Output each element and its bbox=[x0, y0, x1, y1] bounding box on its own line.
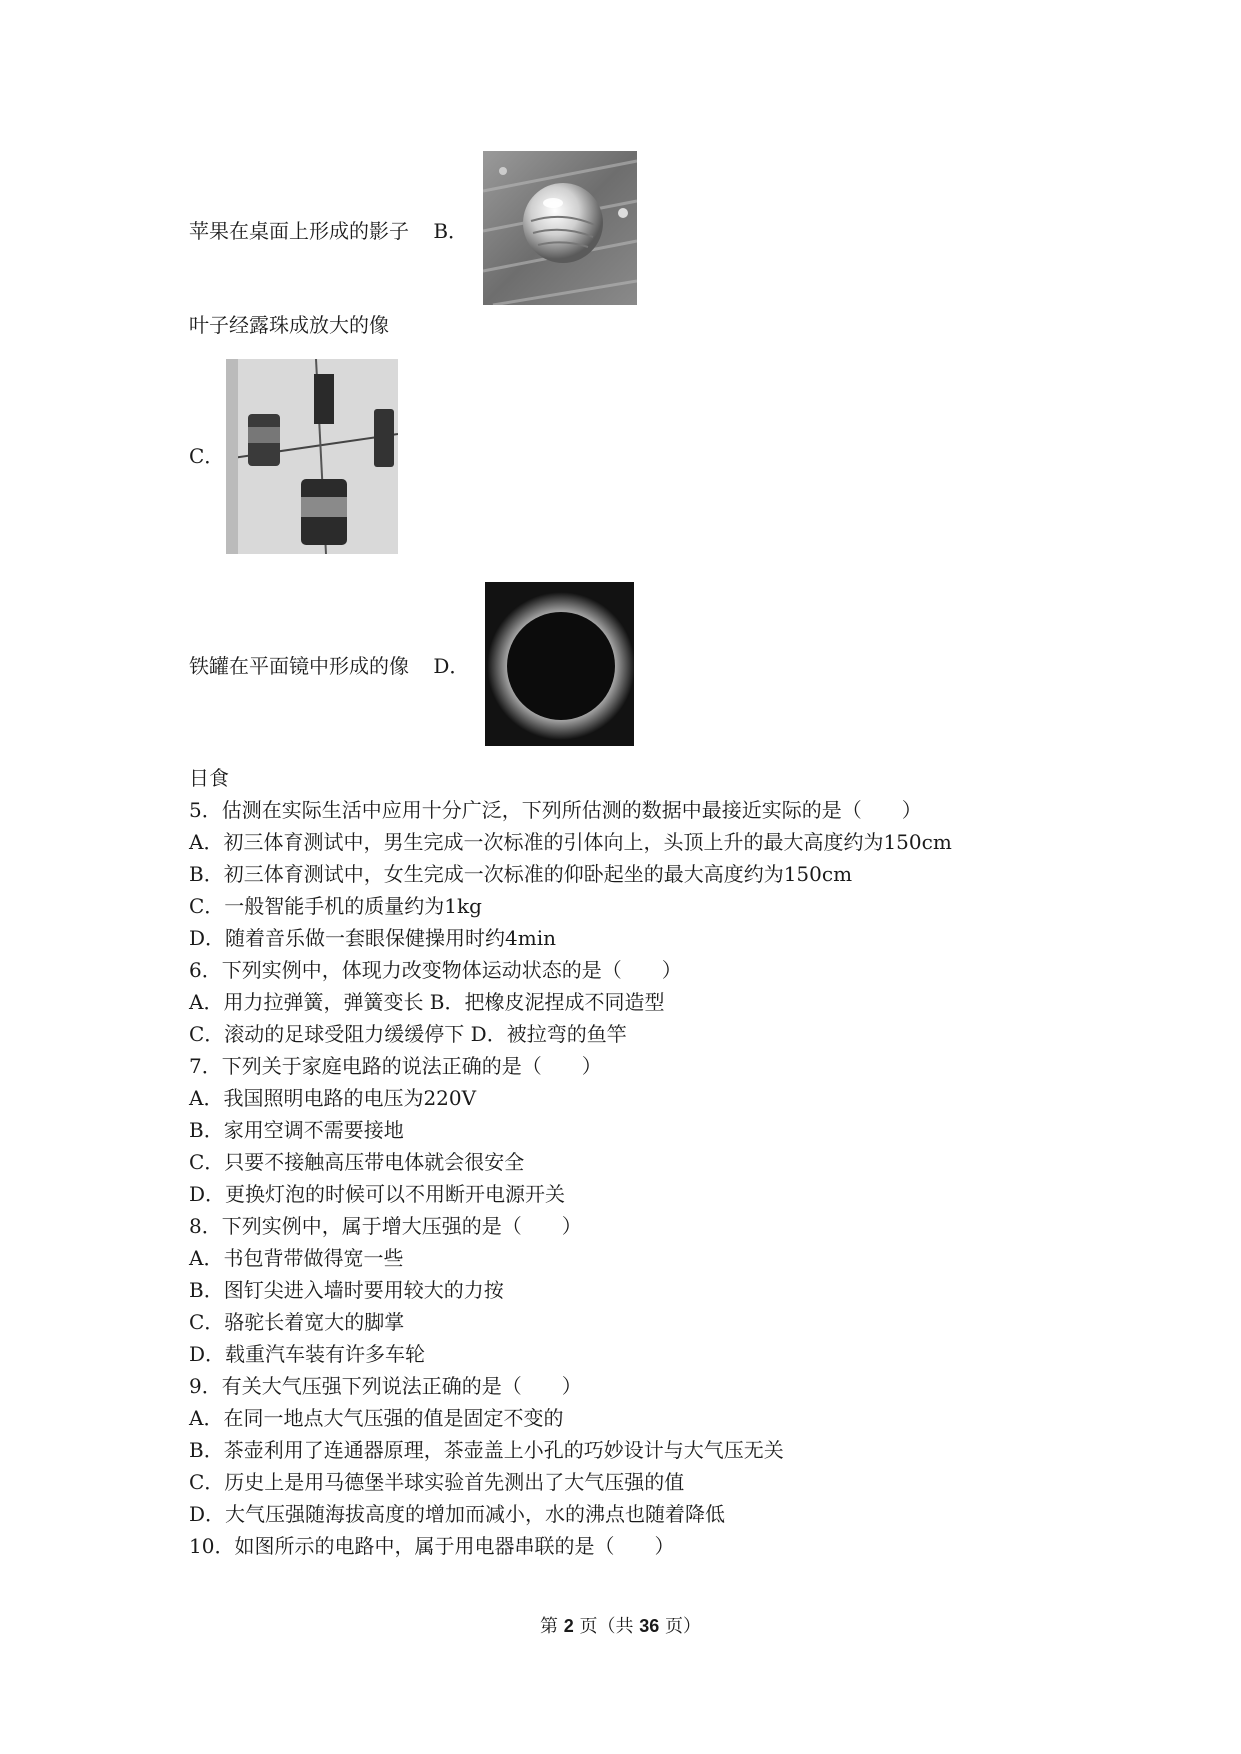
question-6-option-cd: C．滚动的足球受阻力缓缓停下 D．被拉弯的鱼竿 bbox=[189, 1022, 627, 1046]
question-5-option-b: B．初三体育测试中，女生完成一次标准的仰卧起坐的最大高度约为150cm bbox=[189, 862, 853, 886]
footer-page-number: 2 bbox=[563, 1616, 574, 1636]
option-b-label: B． bbox=[433, 219, 469, 243]
question-7-option-d: D．更换灯泡的时候可以不用断开电源开关 bbox=[189, 1182, 566, 1206]
option-a-text: 苹果在桌面上形成的影子 bbox=[189, 219, 409, 243]
question-5-stem: 5．估测在实际生活中应用十分广泛，下列所估测的数据中最接近实际的是（ ） bbox=[189, 798, 922, 822]
question-10-stem: 10．如图所示的电路中，属于用电器串联的是（ ） bbox=[189, 1534, 675, 1558]
question-6-option-ab: A．用力拉弹簧，弹簧变长 B．把橡皮泥捏成不同造型 bbox=[189, 990, 665, 1014]
question-6-stem: 6．下列实例中，体现力改变物体运动状态的是（ ） bbox=[189, 958, 682, 982]
option-a-caption bbox=[189, 218, 468, 244]
question-8-option-b: B．图钉尖进入墙时要用较大的力按 bbox=[189, 1278, 504, 1302]
footer-prefix: 第 bbox=[540, 1616, 558, 1637]
question-7-option-a: A．我国照明电路的电压为220V bbox=[189, 1086, 477, 1110]
option-d-label: D． bbox=[433, 654, 470, 678]
option-c-label: C． bbox=[189, 444, 225, 468]
option-c-caption bbox=[189, 653, 469, 679]
question-8-option-a: A．书包背带做得宽一些 bbox=[189, 1246, 404, 1270]
footer-middle: 页（共 bbox=[579, 1616, 634, 1637]
solar-eclipse-image bbox=[485, 582, 634, 746]
question-5-option-c: C．一般智能手机的质量约为1kg bbox=[189, 894, 482, 918]
page-footer bbox=[0, 1612, 1241, 1638]
option-d-text: 日食 bbox=[189, 766, 229, 790]
question-9-stem: 9．有关大气压强下列说法正确的是（ ） bbox=[189, 1374, 582, 1398]
question-8-stem: 8．下列实例中，属于增大压强的是（ ） bbox=[189, 1214, 582, 1238]
question-5-option-a: A．初三体育测试中，男生完成一次标准的引体向上，头顶上升的最大高度约为150cm bbox=[189, 830, 952, 854]
question-7-stem: 7．下列关于家庭电路的说法正确的是（ ） bbox=[189, 1054, 602, 1078]
question-8-option-d: D．载重汽车装有许多车轮 bbox=[189, 1342, 426, 1366]
option-b-text: 叶子经露珠成放大的像 bbox=[189, 313, 389, 337]
footer-suffix: 页） bbox=[664, 1616, 701, 1637]
question-9-option-d: D．大气压强随海拔高度的增加而减小，水的沸点也随着降低 bbox=[189, 1502, 726, 1526]
question-7-option-b: B．家用空调不需要接地 bbox=[189, 1118, 404, 1142]
footer-total-pages: 36 bbox=[639, 1616, 660, 1636]
dewdrop-leaf-image bbox=[483, 151, 637, 305]
question-9-option-c: C．历史上是用马德堡半球实验首先测出了大气压强的值 bbox=[189, 1470, 685, 1494]
question-9-option-a: A．在同一地点大气压强的值是固定不变的 bbox=[189, 1406, 564, 1430]
question-5-option-d: D．随着音乐做一套眼保健操用时约4min bbox=[189, 926, 557, 950]
question-9-option-b: B．茶壶利用了连通器原理，茶壶盖上小孔的巧妙设计与大气压无关 bbox=[189, 1438, 784, 1462]
question-7-option-c: C．只要不接触高压带电体就会很安全 bbox=[189, 1150, 525, 1174]
option-c-text: 铁罐在平面镜中形成的像 bbox=[189, 654, 409, 678]
question-8-option-c: C．骆驼长着宽大的脚掌 bbox=[189, 1310, 405, 1334]
mirror-cans-image bbox=[226, 359, 398, 554]
